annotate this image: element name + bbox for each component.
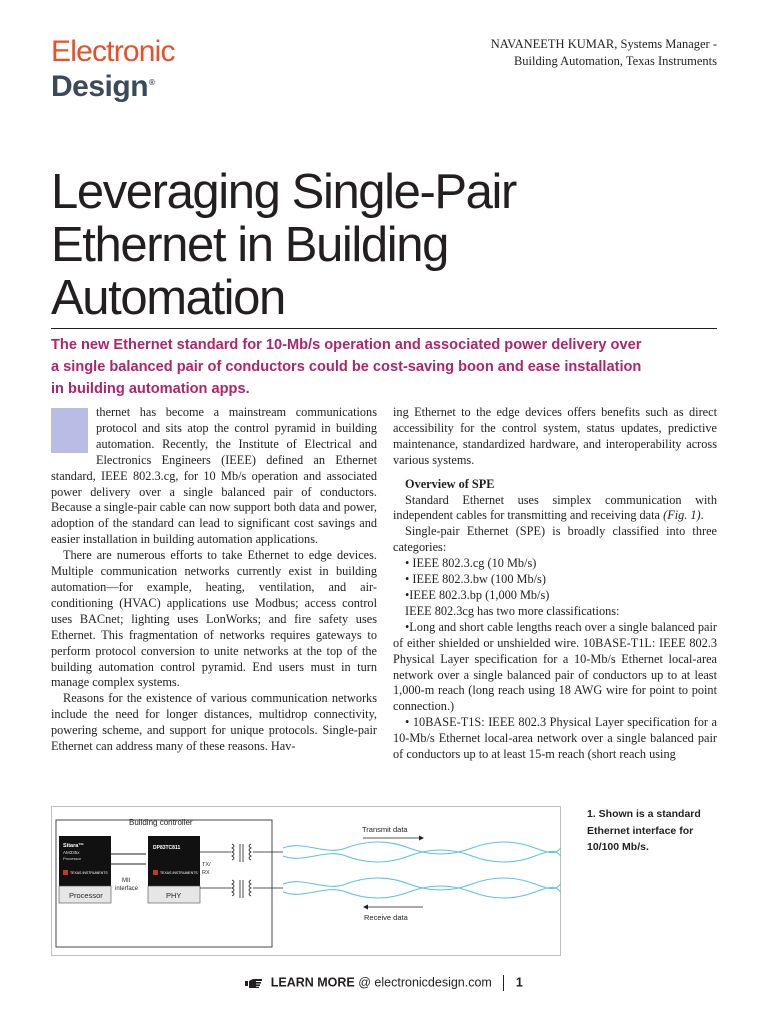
category-item-2: • IEEE 802.3.bw (100 Mb/s) — [405, 572, 546, 587]
title-rule — [51, 328, 717, 329]
processor-part: AM335x — [63, 850, 80, 855]
title-line-1: Leveraging Single-Pair — [51, 165, 516, 219]
logo-electronic: Electronic — [51, 35, 175, 68]
body-paragraph-1: thernet has become a mainstream communications protocol and sits atop the control pyramid in building automation. Recently, the Institute of Electrical and Electronics Engineers (IEEE) defined an Ethernet standard, IEEE 802.3.cg, for 10 Mb/s operation and associated power delivery over a single balanced pair of conductors. Because a single-pair cable can now support both data and power, adoption of the standard can lead to significant cost savings and easier installation in building automation applications. — [51, 405, 377, 547]
overview-paragraph-1 — [393, 493, 717, 525]
body-paragraph-3: Reasons for the existence of various communication networks include the need for longer distances, multidrop connectivity, powering scheme, and support for unique protocols. Single-pair Ethernet can address many of these reasons. Hav- — [51, 691, 377, 754]
dek-line-2: a single balanced pair of conductors could be cost-saving boon and ease installation — [51, 359, 642, 375]
dek-line-1: The new Ethernet standard for 10-Mb/s operation and associated power delivery over — [51, 337, 642, 353]
pointing-hand-icon — [245, 978, 263, 988]
page-number: 1 — [515, 975, 523, 990]
article-title — [51, 166, 711, 325]
footer-separator — [503, 975, 504, 991]
overview-paragraph-2: Single-pair Ethernet (SPE) is broadly classified into three categories: — [393, 524, 717, 555]
receive-data-label: Receive data — [364, 913, 408, 922]
phy-label: PHY — [166, 891, 182, 900]
dek-line-3: in building automation apps. — [51, 381, 250, 397]
byline-line-1: NAVANEETH KUMAR, Systems Manager - — [490, 37, 717, 51]
building-controller-label: Building controller — [129, 818, 193, 827]
overview-p1-end: . — [700, 508, 704, 523]
phy-chip — [148, 836, 200, 886]
mii-label: MII — [122, 878, 131, 884]
author-byline — [387, 36, 717, 70]
phy-part: DP83TC811 — [153, 845, 181, 851]
category-item-1: • IEEE 802.3.cg (10 Mb/s) — [405, 556, 537, 571]
body-column-left — [51, 405, 377, 755]
processor-ti-brand: TEXAS INSTRUMENTS — [70, 871, 108, 875]
phy-ti-brand: TEXAS INSTRUMENTS — [160, 871, 198, 875]
publication-logo — [51, 36, 175, 102]
footer-url-link[interactable]: electronicdesign.com — [374, 975, 492, 990]
article-dek — [51, 334, 721, 400]
figure-1 — [51, 806, 717, 956]
cg-classification-2: • 10BASE-T1S: IEEE 802.3 Physical Layer specification for a 10-Mb/s Ethernet local-area network over a single balanced pair of conductors up to at least 15-m reach (short reach using — [393, 715, 717, 762]
transmit-data-label: Transmit data — [362, 825, 408, 834]
logo-design — [51, 67, 175, 102]
processor-label: Processor — [69, 891, 103, 900]
body-paragraph-continued: ing Ethernet to the edge devices offers benefits such as direct accessibility for the control system, status updates, predictive maintenance, standardized hardware, and interoperability across various systems. — [393, 405, 717, 467]
mii-interface-label: interface — [115, 886, 139, 892]
drop-cap-block — [51, 408, 88, 453]
byline-line-2: Building Automation, Texas Instruments — [513, 54, 717, 68]
ethernet-interface-diagram — [51, 806, 561, 956]
figure-caption: 1. Shown is a standard Ethernet interface for 10/100 Mb/s. — [587, 808, 701, 853]
processor-brand: Sitara™ — [63, 843, 84, 849]
section-heading-overview: Overview of SPE — [405, 476, 495, 491]
body-column-right — [393, 405, 717, 763]
logo-design-text: Design — [51, 70, 149, 103]
overview-p1-text: Standard Ethernet uses simplex communication with independent cables for transmitting and receiving data — [393, 492, 717, 523]
ti-logo-icon — [63, 870, 68, 875]
body-paragraph-2: There are numerous efforts to take Ethernet to edge devices. Multiple communication networks currently exist in building automation—for example, heating, ventilation, and air-conditioning (HVAC) applications use Modbus; access control uses BACnet; lighting uses LonWorks; and fire safety uses Ethernet. This fragmentation of networks requires gateways to perform protocol conversion to unite networks at the top of the building automation control pyramid. End users must in turn manage complex systems. — [51, 548, 377, 690]
tx-label: TX/ — [202, 862, 211, 868]
page-footer — [0, 975, 768, 991]
cg-classifications-intro: IEEE 802.3cg has two more classifications: — [405, 603, 620, 618]
figure-reference: (Fig. 1) — [663, 508, 701, 523]
learn-more-label: LEARN MORE — [270, 975, 355, 990]
ti-logo-icon-phy — [153, 870, 158, 875]
title-line-3: Automation — [51, 271, 285, 325]
footer-at: @ — [358, 975, 371, 990]
logo-registered-mark: ® — [149, 78, 155, 87]
title-line-2: Ethernet in Building — [51, 218, 448, 272]
processor-sub: Processor — [63, 856, 82, 861]
category-item-3: •IEEE 802.3.bp (1,000 Mb/s) — [405, 587, 550, 602]
cg-classification-1: •Long and short cable lengths reach over a single balanced pair of either shielded or unshielded wire. 10BASE-T1L: IEEE 802.3 Physical Layer specification for a 10-Mb/s Ethernet local-area network over a single balanced pair of conductors up to at least 1,000-m reach (long reach using 18 AWG wire for point to point connection.) — [393, 619, 717, 714]
rx-label: RX — [202, 870, 210, 876]
